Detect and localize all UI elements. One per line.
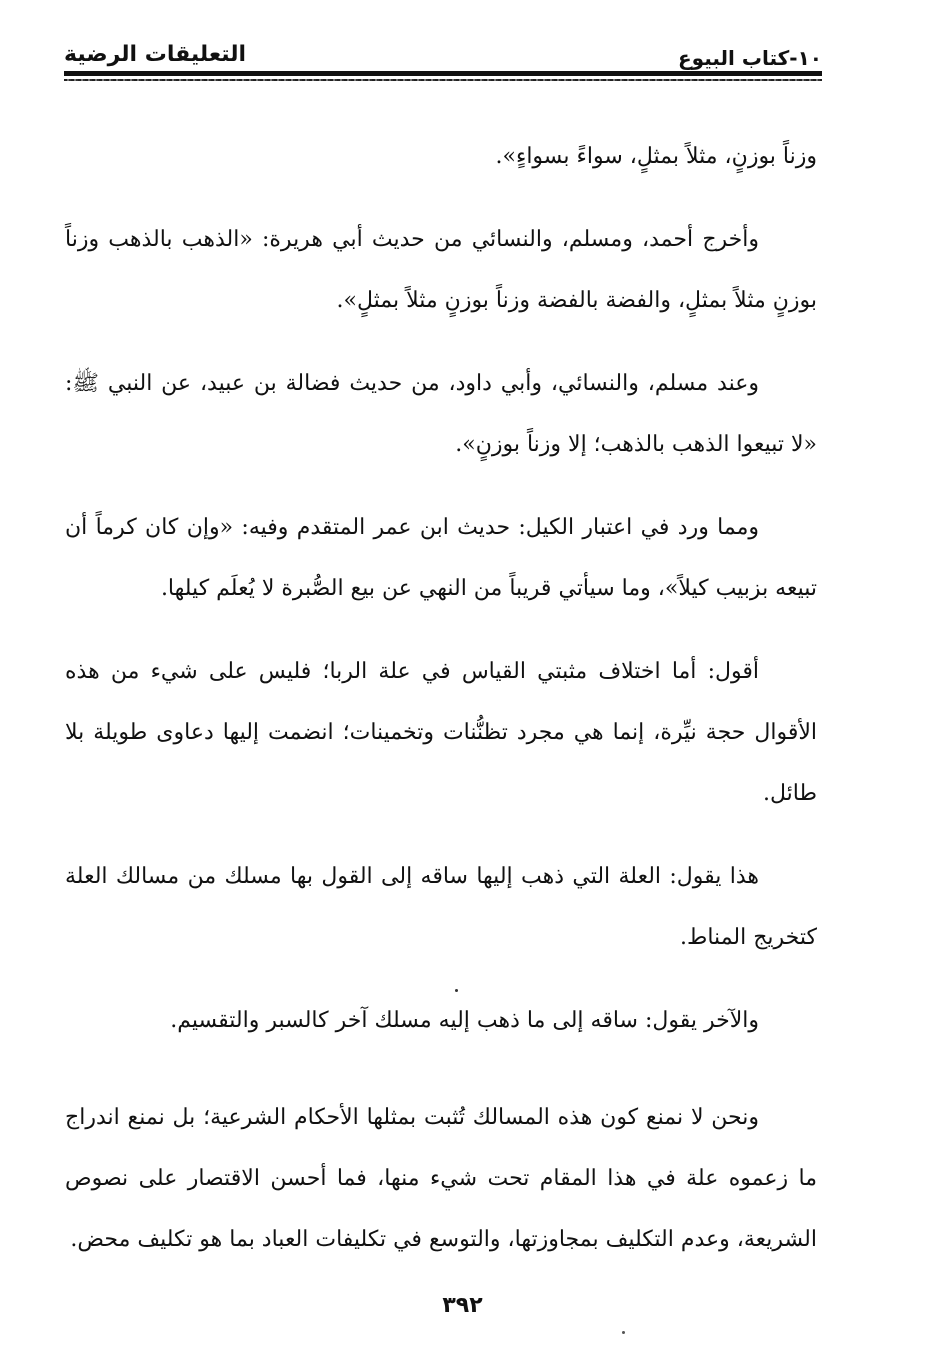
paragraph-7: والآخر يقول: ساقه إلى ما ذهب إليه مسلك آخر كالسبر والتقسيم. [170,1008,759,1033]
scan-speck [455,989,458,992]
header-rule [64,71,822,76]
page-body [65,126,817,1292]
paragraph-6: هذا يقول: العلة التي ذهب إليها ساقه إلى القول بها مسلك من مسالك العلة كتخريج المناط. [65,864,817,950]
page-number: ٣٩٢ [442,1293,483,1318]
paragraph-3: وعند مسلم، والنسائي، وأبي داود، من حديث فضالة بن عبيد، عن النبي ﷺ: «لا تبيعوا الذهب بالذهب؛ إلا وزناً بوزنٍ». [65,371,817,457]
header-rule-secondary [64,79,822,81]
book-title: التعليقات الرضية [64,42,247,67]
paragraph-1: وزناً بوزنٍ، مثلاً بمثلٍ، سواءً بسواءٍ». [495,144,817,169]
paragraph-5: أقول: أما اختلاف مثبتي القياس في علة الربا؛ فليس على شيء من هذه الأقوال حجة نيِّرة، إنما هي مجرد تظنُّنات وتخمينات؛ انضمت إليها دعاوى طويلة بلا طائل. [65,659,817,806]
scan-speck [622,1331,625,1334]
chapter-title: ١٠-كتاب البيوع [678,46,822,70]
paragraph-8: ونحن لا نمنع كون هذه المسالك تُثبت بمثلها الأحكام الشرعية؛ بل نمنع اندراج ما زعموه علة في هذا المقام تحت شيء منها، فما أحسن الاقتصار على نصوص الشريعة، وعدم التكليف بمجاوزتها، والتوسع في تكليفات العباد بما هو تكليف محض. [65,1105,817,1252]
paragraph-4: ومما ورد في اعتبار الكيل: حديث ابن عمر المتقدم وفيه: «وإن كان كرماً أن تبيعه بزبيب كيلاً»، وما سيأتي قريباً من النهي عن بيع الصُّبرة لا يُعلَم كيلها. [65,515,817,601]
paragraph-2: وأخرج أحمد، ومسلم، والنسائي من حديث أبي هريرة: «الذهب بالذهب وزناً بوزنٍ مثلاً بمثلٍ، والفضة بالفضة وزناً بوزنٍ مثلاً بمثلٍ». [65,227,817,313]
running-header [64,38,822,94]
